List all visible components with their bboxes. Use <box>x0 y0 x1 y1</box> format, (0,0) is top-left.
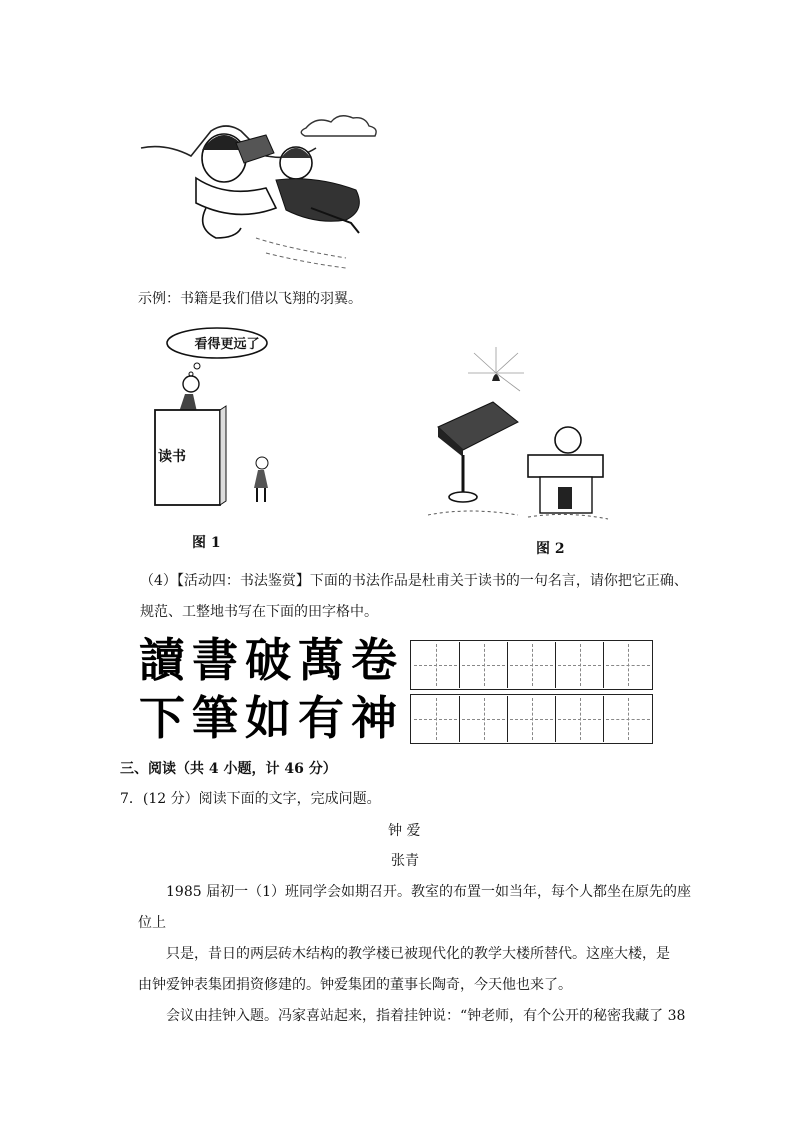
activity4-line2: 规范、工整地书写在下面的田字格中。 <box>140 604 378 620</box>
calligraphy-char: 如 <box>245 691 291 745</box>
tianzige-cell[interactable] <box>604 642 652 688</box>
paragraph1-line2: 位上 <box>138 915 166 931</box>
tianzige-grid-row1[interactable] <box>410 640 653 690</box>
calligraphy-char: 下 <box>139 691 185 745</box>
question7-prompt: 7．(12 分）阅读下面的文字，完成问题。 <box>120 791 381 807</box>
paragraph2-line2: 由钟爱钟表集团捐资修建的。钟爱集团的董事长陶奇，今天他也来了。 <box>138 977 572 993</box>
tianzige-cell[interactable] <box>412 696 460 742</box>
calligraphy-char: 有 <box>298 691 344 745</box>
tianzige-cell[interactable] <box>460 696 508 742</box>
figure1-bubble-text: 看得更远了 <box>194 337 260 352</box>
flying-readers-illustration <box>136 108 396 283</box>
figure2-illustration <box>428 345 613 530</box>
section3-heading: 三、阅读（共 4 小题，计 46 分） <box>120 761 337 777</box>
tianzige-cell[interactable] <box>604 696 652 742</box>
paragraph2-line1: 只是，昔日的两层砖木结构的教学楼已被现代化的教学大楼所替代。这座大楼，是 <box>166 946 670 962</box>
calligraphy-char: 筆 <box>192 691 238 745</box>
calligraphy-char: 神 <box>351 691 397 745</box>
figure1-block-label: 读书 <box>158 449 186 465</box>
tianzige-grid-row2[interactable] <box>410 694 653 744</box>
figure2-book-label: 书 <box>451 400 464 414</box>
calligraphy-char: 破 <box>245 633 291 687</box>
tianzige-cell[interactable] <box>556 642 604 688</box>
paragraph1-line1: 1985 届初一（1）班同学会如期召开。教室的布置一如当年，每个人都坐在原先的座 <box>166 884 691 900</box>
calligraphy-char: 書 <box>192 633 238 687</box>
tianzige-cell[interactable] <box>556 696 604 742</box>
figure1-illustration <box>145 326 295 516</box>
figure2-caption: 图 2 <box>536 541 565 557</box>
tianzige-cell[interactable] <box>460 642 508 688</box>
example-sentence: 示例：书籍是我们借以飞翔的羽翼。 <box>138 291 362 307</box>
paragraph3-line1: 会议由挂钟入题。冯家喜站起来，指着挂钟说：“钟老师，有个公开的秘密我藏了 38 <box>166 1008 686 1024</box>
story-author: 张青 <box>391 853 419 869</box>
tianzige-cell[interactable] <box>508 696 556 742</box>
calligraphy-char: 卷 <box>351 633 397 687</box>
tianzige-cell[interactable] <box>508 642 556 688</box>
calligraphy-char: 讀 <box>139 633 185 687</box>
story-title: 钟 爱 <box>388 823 421 839</box>
calligraphy-char: 萬 <box>298 633 344 687</box>
figure1-caption: 图 1 <box>192 535 221 551</box>
activity4-line1: （4）【活动四：书法鉴赏】下面的书法作品是杜甫关于读书的一句名言，请你把它正确、 <box>140 573 688 589</box>
tianzige-cell[interactable] <box>412 642 460 688</box>
